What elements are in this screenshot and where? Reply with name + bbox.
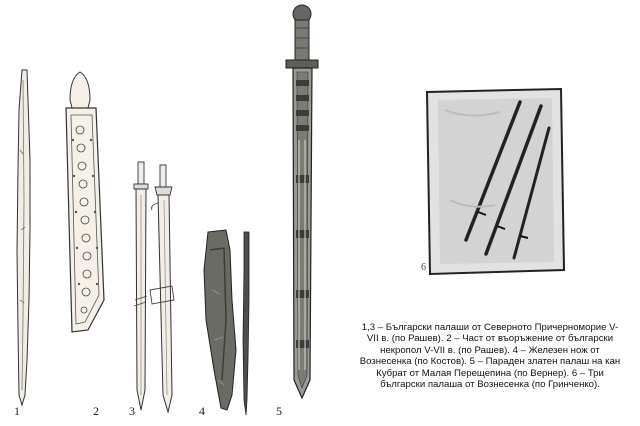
item-number-2: 2 <box>93 404 99 418</box>
item-number-3: 3 <box>129 404 135 418</box>
scabbard-2-drawing <box>66 72 104 332</box>
sword-1-drawing <box>17 70 30 405</box>
caption-line: Кубрат от Малая Перещепина (по Вернер). 6 – Три <box>376 367 604 379</box>
caption-line: български палаша от Вознесенка (по Гринченко). <box>380 379 600 391</box>
item-number-1: 1 <box>14 404 20 418</box>
figure-caption <box>345 322 635 390</box>
caption-line: VII в. (по Рашев). 2 – Част от въоръжение от български <box>366 333 614 345</box>
sword-5-drawing <box>286 5 318 398</box>
caption-line: некропол V-VII в. (по Рашев). 4 – Железен нож от <box>380 344 600 356</box>
photo-6 <box>427 89 564 274</box>
photo-number: 6 <box>421 262 426 273</box>
item-number-5: 5 <box>276 404 282 418</box>
caption-line: 1,3 – Български палаши от Северното Причерноморие V- <box>361 322 619 333</box>
caption-line: Вознесенка (по Костов). 5 – Параден златен палаш на кан <box>359 356 621 368</box>
swords-3-drawing <box>134 162 174 412</box>
knife-4-drawing <box>204 230 249 415</box>
item-number-4: 4 <box>199 404 205 418</box>
